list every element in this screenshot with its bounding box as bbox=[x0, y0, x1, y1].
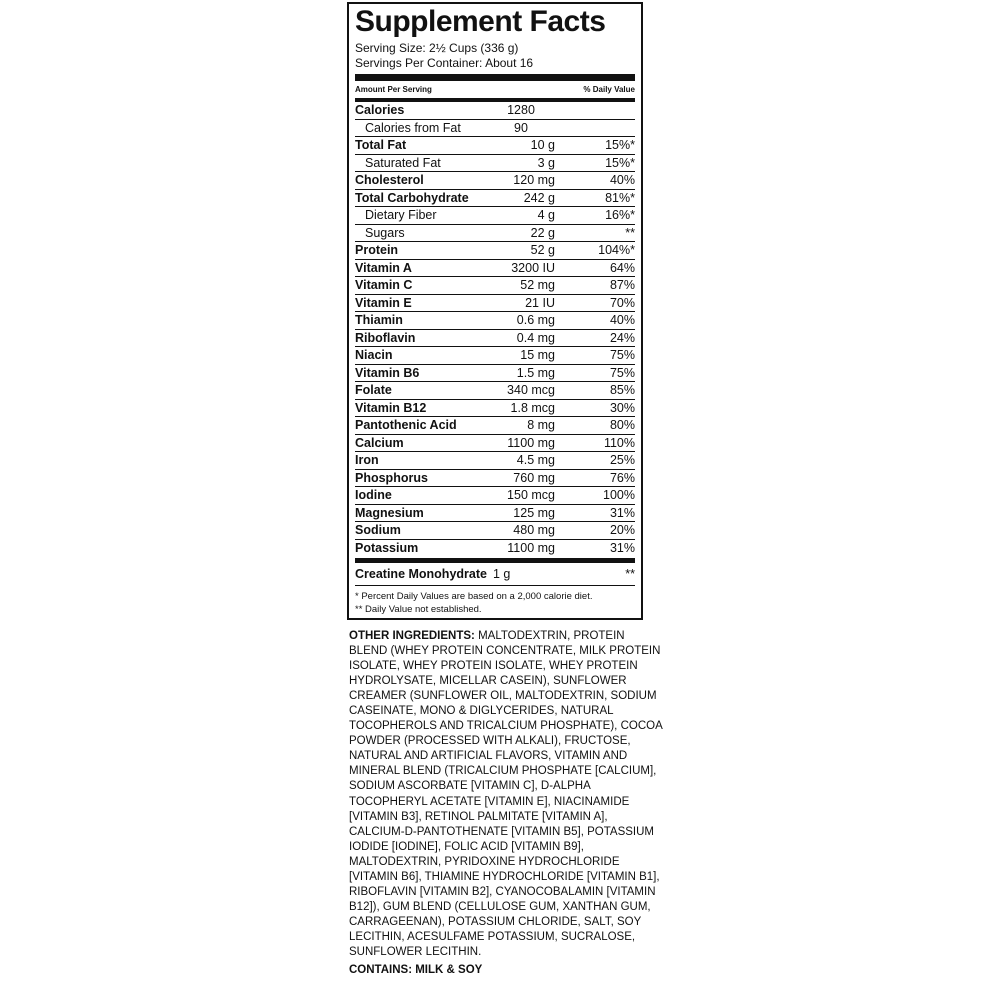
nutrient-row bbox=[355, 277, 635, 295]
creatine-name: Creatine Monohydrate bbox=[355, 567, 487, 581]
ingredients-line: MALTODEXTRIN, PYRIDOXINE HYDROCHLORIDE bbox=[349, 855, 620, 868]
ingredients-line: SUNFLOWER LECITHIN. bbox=[349, 945, 482, 958]
nutrient-name: Saturated Fat bbox=[365, 155, 441, 170]
nutrient-amount: 125 mg bbox=[513, 505, 555, 520]
nutrient-name: Magnesium bbox=[355, 505, 424, 520]
ingredients-line: [VITAMIN B6], THIAMINE HYDROCHLORIDE [VITAMIN B1], bbox=[349, 870, 660, 883]
other-ingredients bbox=[349, 629, 663, 960]
nutrient-dv: 15%* bbox=[605, 155, 635, 170]
daily-value-header: % Daily Value bbox=[583, 85, 635, 94]
nutrient-amount: 120 mg bbox=[513, 173, 555, 188]
nutrient-name: Vitamin C bbox=[355, 278, 413, 293]
ingredients-label: OTHER INGREDIENTS: bbox=[349, 630, 475, 642]
ingredients-line: RIBOFLAVIN [VITAMIN B2], CYANOCOBALAMIN [VITAMIN bbox=[349, 885, 656, 898]
nutrient-dv: 80% bbox=[609, 418, 635, 433]
nutrient-name: Total Carbohydrate bbox=[355, 190, 469, 205]
creatine-row bbox=[355, 563, 635, 585]
nutrient-row bbox=[355, 312, 635, 330]
nutrient-amount: 1100 mg bbox=[507, 435, 555, 450]
nutrient-name: Niacin bbox=[355, 348, 393, 363]
amount-header-row bbox=[355, 81, 635, 98]
serving-size: Serving Size: 2½ Cups (336 g) bbox=[355, 41, 519, 55]
nutrient-row bbox=[355, 295, 635, 313]
nutrient-name: Potassium bbox=[355, 540, 419, 555]
nutrient-amount: 21 IU bbox=[525, 295, 555, 310]
footnotes bbox=[355, 586, 635, 616]
nutrient-amount: 4.5 mg bbox=[516, 453, 555, 468]
ingredients-line: B12]), GUM BLEND (CELLULOSE GUM, XANTHAN GUM, bbox=[349, 900, 651, 913]
nutrient-name: Vitamin A bbox=[355, 260, 412, 275]
nutrient-name: Riboflavin bbox=[355, 330, 416, 345]
nutrient-amount: 0.4 mg bbox=[516, 330, 555, 345]
nutrient-dv: 87% bbox=[609, 278, 635, 293]
nutrient-name: Iodine bbox=[355, 488, 392, 503]
nutrient-row bbox=[355, 172, 635, 190]
nutrient-row bbox=[355, 137, 635, 155]
nutrient-amount: 4 g bbox=[537, 208, 555, 223]
nutrient-name: Total Fat bbox=[355, 138, 407, 153]
ingredients-text: MALTODEXTRIN, PROTEIN bbox=[474, 630, 625, 642]
footnote-percent-dv: * Percent Daily Values are based on a 2,000 calorie diet. bbox=[355, 591, 593, 602]
nutrient-name: Thiamin bbox=[355, 313, 403, 328]
ingredients-line: CREAMER (SUNFLOWER OIL, MALTODEXTRIN, SODIUM bbox=[349, 690, 657, 703]
nutrient-row bbox=[355, 487, 635, 505]
nutrient-amount: 0.6 mg bbox=[516, 313, 555, 328]
ingredients-line: SODIUM ASCORBATE [VITAMIN C], D-ALPHA bbox=[349, 780, 591, 793]
nutrient-name: Vitamin E bbox=[355, 295, 412, 310]
ingredients-line: CALCIUM-D-PANTOTHENATE [VITAMIN B5], POTASSIUM bbox=[349, 825, 654, 838]
nutrient-row bbox=[355, 225, 635, 243]
creatine-amount: 1 g bbox=[492, 567, 511, 581]
creatine-dv: ** bbox=[625, 567, 635, 581]
nutrient-name: Sugars bbox=[365, 225, 405, 240]
nutrient-name: Folate bbox=[355, 383, 392, 398]
nutrient-amount: 10 g bbox=[530, 138, 555, 153]
nutrient-row bbox=[355, 400, 635, 418]
nutrient-dv: 85% bbox=[609, 383, 635, 398]
ingredients-line: LECITHIN, ACESULFAME POTASSIUM, SUCRALOSE, bbox=[349, 930, 636, 943]
nutrient-rows bbox=[355, 102, 635, 556]
nutrient-row bbox=[355, 522, 635, 540]
nutrient-row bbox=[355, 102, 635, 120]
nutrient-amount: 15 mg bbox=[520, 348, 555, 363]
nutrient-dv: 31% bbox=[609, 505, 635, 520]
nutrient-row bbox=[355, 470, 635, 488]
nutrient-name: Pantothenic Acid bbox=[355, 418, 457, 433]
ingredients-line: HYDROLYSATE, MICELLAR CASEIN), SUNFLOWER bbox=[349, 675, 627, 688]
nutrient-name: Protein bbox=[355, 243, 399, 258]
nutrient-dv: 110% bbox=[603, 435, 635, 450]
nutrient-dv: ** bbox=[625, 225, 635, 240]
nutrient-dv: 75% bbox=[609, 348, 635, 363]
nutrient-name: Calories from Fat bbox=[365, 120, 461, 135]
nutrient-row bbox=[355, 260, 635, 278]
ingredients-line: CARRAGEENAN), POTASSIUM CHLORIDE, SALT, SOY bbox=[349, 915, 642, 928]
nutrient-name: Calcium bbox=[355, 435, 404, 450]
thick-divider bbox=[355, 74, 635, 81]
allergen-contains: CONTAINS: MILK & SOY bbox=[349, 964, 483, 976]
nutrient-dv: 64% bbox=[609, 260, 635, 275]
nutrient-amount: 242 g bbox=[523, 190, 555, 205]
nutrient-name: Vitamin B12 bbox=[355, 400, 427, 415]
nutrient-dv: 70% bbox=[609, 295, 635, 310]
nutrient-dv: 75% bbox=[609, 365, 635, 380]
ingredients-line: TOCOPHERYL ACETATE [VITAMIN E], NIACINAMIDE bbox=[349, 795, 630, 808]
nutrient-amount: 3200 IU bbox=[511, 260, 555, 275]
nutrient-row bbox=[355, 120, 635, 138]
nutrient-name: Iron bbox=[355, 453, 379, 468]
nutrient-row bbox=[355, 417, 635, 435]
ingredients-line: IODIDE [IODINE], FOLIC ACID [VITAMIN B9], bbox=[349, 840, 584, 853]
supplement-facts-panel bbox=[347, 2, 643, 620]
nutrient-row bbox=[355, 505, 635, 523]
nutrient-name: Vitamin B6 bbox=[355, 365, 420, 380]
ingredients-line: CASEINATE, MONO & DIGLYCERIDES, NATURAL bbox=[349, 705, 614, 718]
nutrient-row bbox=[355, 155, 635, 173]
nutrient-amount: 1100 mg bbox=[507, 540, 555, 555]
nutrient-row bbox=[355, 382, 635, 400]
ingredients-line: BLEND (WHEY PROTEIN CONCENTRATE, MILK PROTEIN bbox=[349, 645, 661, 658]
ingredients-line: ISOLATE, WHEY PROTEIN ISOLATE, WHEY PROTEIN bbox=[349, 660, 638, 673]
nutrient-row bbox=[355, 330, 635, 348]
nutrient-amount: 90 bbox=[514, 120, 528, 135]
nutrient-dv: 20% bbox=[609, 523, 635, 538]
nutrient-dv: 76% bbox=[609, 470, 635, 485]
nutrient-amount: 52 g bbox=[530, 243, 555, 258]
nutrient-amount: 480 mg bbox=[513, 523, 555, 538]
nutrient-dv: 25% bbox=[609, 453, 635, 468]
nutrient-dv: 81%* bbox=[605, 190, 635, 205]
nutrient-row bbox=[355, 540, 635, 557]
nutrient-row bbox=[355, 365, 635, 383]
nutrient-name: Cholesterol bbox=[355, 173, 424, 188]
nutrient-dv: 31% bbox=[609, 540, 635, 555]
nutrient-amount: 8 mg bbox=[527, 418, 555, 433]
nutrient-dv: 15%* bbox=[605, 138, 635, 153]
nutrient-row bbox=[355, 435, 635, 453]
nutrient-dv: 24% bbox=[609, 330, 635, 345]
nutrient-dv: 104%* bbox=[598, 243, 635, 258]
nutrient-amount: 3 g bbox=[537, 155, 555, 170]
amount-per-serving-label: Amount Per Serving bbox=[355, 85, 432, 94]
nutrient-amount: 1.8 mcg bbox=[510, 400, 555, 415]
nutrient-amount: 150 mcg bbox=[507, 488, 555, 503]
ingredients-line: POWDER (PROCESSED WITH ALKALI), FRUCTOSE, bbox=[349, 735, 631, 748]
nutrient-name: Calories bbox=[355, 103, 405, 118]
ingredients-line: TOCOPHEROLS AND TRICALCIUM PHOSPHATE), COCOA bbox=[349, 720, 663, 733]
nutrient-amount: 1.5 mg bbox=[516, 365, 555, 380]
nutrient-amount: 1280 bbox=[507, 103, 535, 118]
nutrient-amount: 52 mg bbox=[520, 278, 555, 293]
nutrient-amount: 760 mg bbox=[513, 470, 555, 485]
panel-title: Supplement Facts bbox=[355, 5, 606, 38]
nutrient-row bbox=[355, 190, 635, 208]
nutrient-name: Phosphorus bbox=[355, 470, 428, 485]
ingredients-line: NATURAL AND ARTIFICIAL FLAVORS, VITAMIN AND bbox=[349, 750, 628, 763]
ingredients-line: MINERAL BLEND (TRICALCIUM PHOSPHATE [CALCIUM], bbox=[349, 765, 657, 778]
nutrient-row bbox=[355, 452, 635, 470]
nutrient-row bbox=[355, 242, 635, 260]
nutrient-row bbox=[355, 207, 635, 225]
nutrient-dv: 30% bbox=[609, 400, 635, 415]
nutrient-name: Dietary Fiber bbox=[365, 208, 437, 223]
nutrient-amount: 22 g bbox=[530, 225, 555, 240]
nutrient-amount: 340 mcg bbox=[507, 383, 555, 398]
nutrient-row bbox=[355, 347, 635, 365]
ingredients-line bbox=[349, 629, 649, 644]
footnote-dv-not-established: ** Daily Value not established. bbox=[355, 604, 482, 615]
nutrient-dv: 40% bbox=[609, 313, 635, 328]
nutrient-dv: 40% bbox=[609, 173, 635, 188]
nutrient-dv: 16%* bbox=[605, 208, 635, 223]
nutrient-name: Sodium bbox=[355, 523, 401, 538]
servings-per-container: Servings Per Container: About 16 bbox=[355, 56, 534, 70]
nutrient-dv: 100% bbox=[603, 488, 635, 503]
ingredients-line: [VITAMIN B3], RETINOL PALMITATE [VITAMIN A], bbox=[349, 810, 608, 823]
